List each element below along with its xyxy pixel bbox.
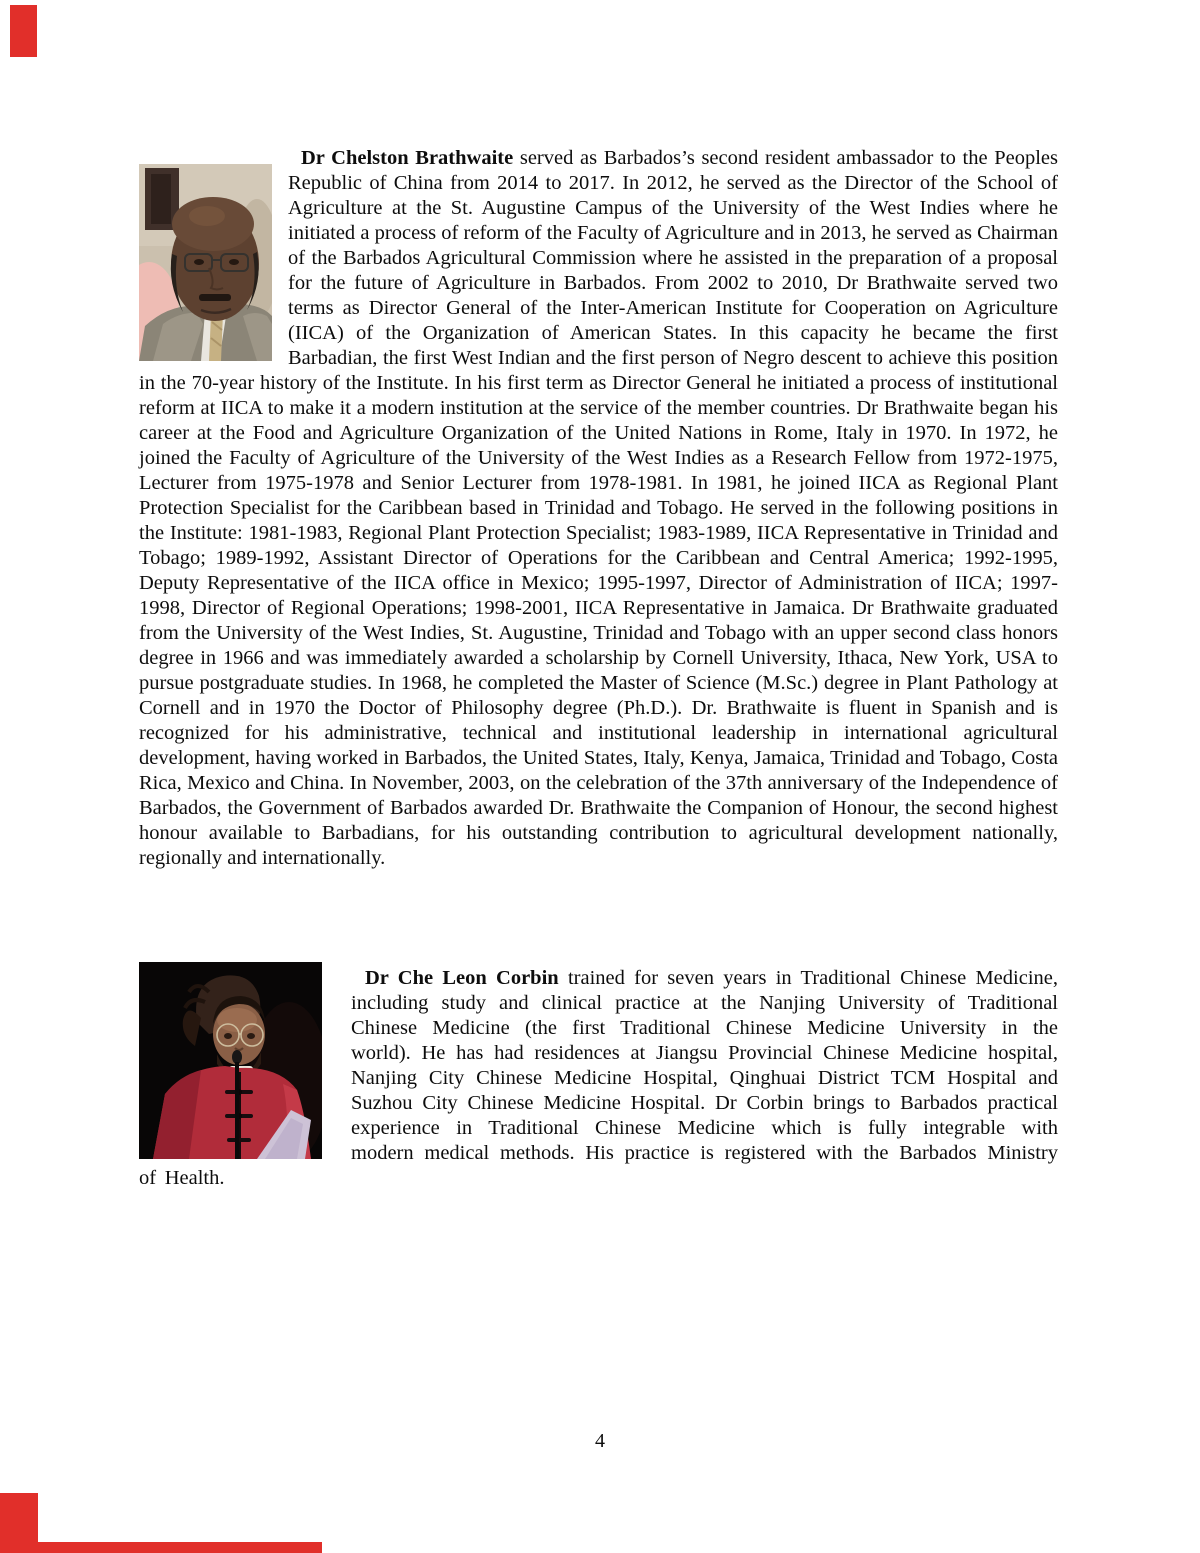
portrait-corbin-graphic [139, 962, 322, 1159]
photo-dr-che-leon-corbin [139, 962, 322, 1159]
bio-body-corbin: trained for seven years in Traditional Chinese Medicine, including study and clinical practice at the Nanjing University of Traditional Chinese Medicine (the first Traditional Chinese Medicine University in the world). He has had residences at Jiangsu Provincial Chinese Medicine hospital, Nanjing City Chinese Medicine Hospital, Qinghuai District TCM Hospital and Suzhou City Chinese Medicine Hospital. Dr Corbin brings to Barbados practical experience in Traditional Chinese Medicine which is fully integrable with modern medical methods. His practice is registered with the Barbados Ministry of Health. [139, 967, 1058, 1189]
bio-body-brathwaite: served as Barbados’s second resident ambassador to the Peoples Republic of China from 2014 to 2017. In 2012, he served as the Director of the School of Agriculture at the St. Augustine Campus of the University of the West Indies where he initiated a process of reform of the Faculty of Agriculture and in 2013, he served as Chairman of the Barbados Agricultural Commission where he assisted in the preparation of a proposal for the future of Agriculture in Barbados. From 2002 to 2010, Dr Brathwaite served two terms as Director General of the Inter-American Institute for Cooperation on Agriculture (IICA) of the Organization of American States. In this capacity he became the first Barbadian, the first West Indian and the first person of Negro descent to achieve this position in the 70-year history of the Institute. In his first term as Director General he initiated a process of institutional reform at IICA to make it a modern institution at the service of the member countries. Dr Brathwaite began his career at the Food and Agriculture Organization of the United Nations in Rome, Italy in 1970. In 1972, he joined the Faculty of Agriculture of the University of the West Indies as a Research Fellow from 1972-1975, Lecturer from 1975-1978 and Senior Lecturer from 1978-1981. In 1981, he joined IICA as Regional Plant Protection Specialist for the Caribbean based in Trinidad and Tobago. He served in the following positions in the Institute: 1981-1983, Regional Plant Protection Specialist; 1983-1989, IICA Representative in Trinidad and Tobago; 1989-1992, Assistant Director of Operations for the Caribbean and Central America; 1992-1995, Deputy Representative of the IICA office in Mexico; 1995-1997, Director of Administration of IICA; 1997-1998, Director of Regional Operations; 1998-2001, IICA Representative in Jamaica. Dr Brathwaite graduated from the University of the West Indies, St. Augustine, Trinidad and Tobago with an upper second class honors degree in 1966 and was immediately awarded a scholarship by Cornell University, Ithaca, New York, USA to pursue postgraduate studies. In 1968, he completed the Master of Science (M.Sc.) degree in Plant Pathology at Cornell and in 1970 the Doctor of Philosophy degree (Ph.D.). Dr. Brathwaite is fluent in Spanish and is recognized for his administrative, technical and institutional leadership in international agricultural development, having worked in Barbados, the United States, Italy, Kenya, Jamaica, Trinidad and Tobago, Costa Rica, Mexico and China. In November, 2003, on the celebration of the 37th anniversary of the Independence of Barbados, the Government of Barbados awarded Dr. Brathwaite the Companion of Honour, the second highest honour available to Barbadians, for his outstanding contribution to agricultural development nationally, regionally and internationally. [139, 147, 1058, 869]
bio-name-corbin: Dr Che Leon Corbin [365, 967, 559, 989]
portrait-brathwaite-graphic [139, 164, 272, 361]
page-number: 4 [595, 1430, 605, 1452]
bio-name-brathwaite: Dr Chelston Brathwaite [301, 147, 514, 169]
photo-dr-chelston-brathwaite [139, 164, 272, 361]
bio-paragraph-brathwaite [139, 146, 1058, 871]
bio-paragraph-corbin [139, 966, 1058, 1191]
red-scan-mark-top-left [10, 5, 37, 57]
red-scan-mark-bottom-bar [0, 1542, 322, 1553]
